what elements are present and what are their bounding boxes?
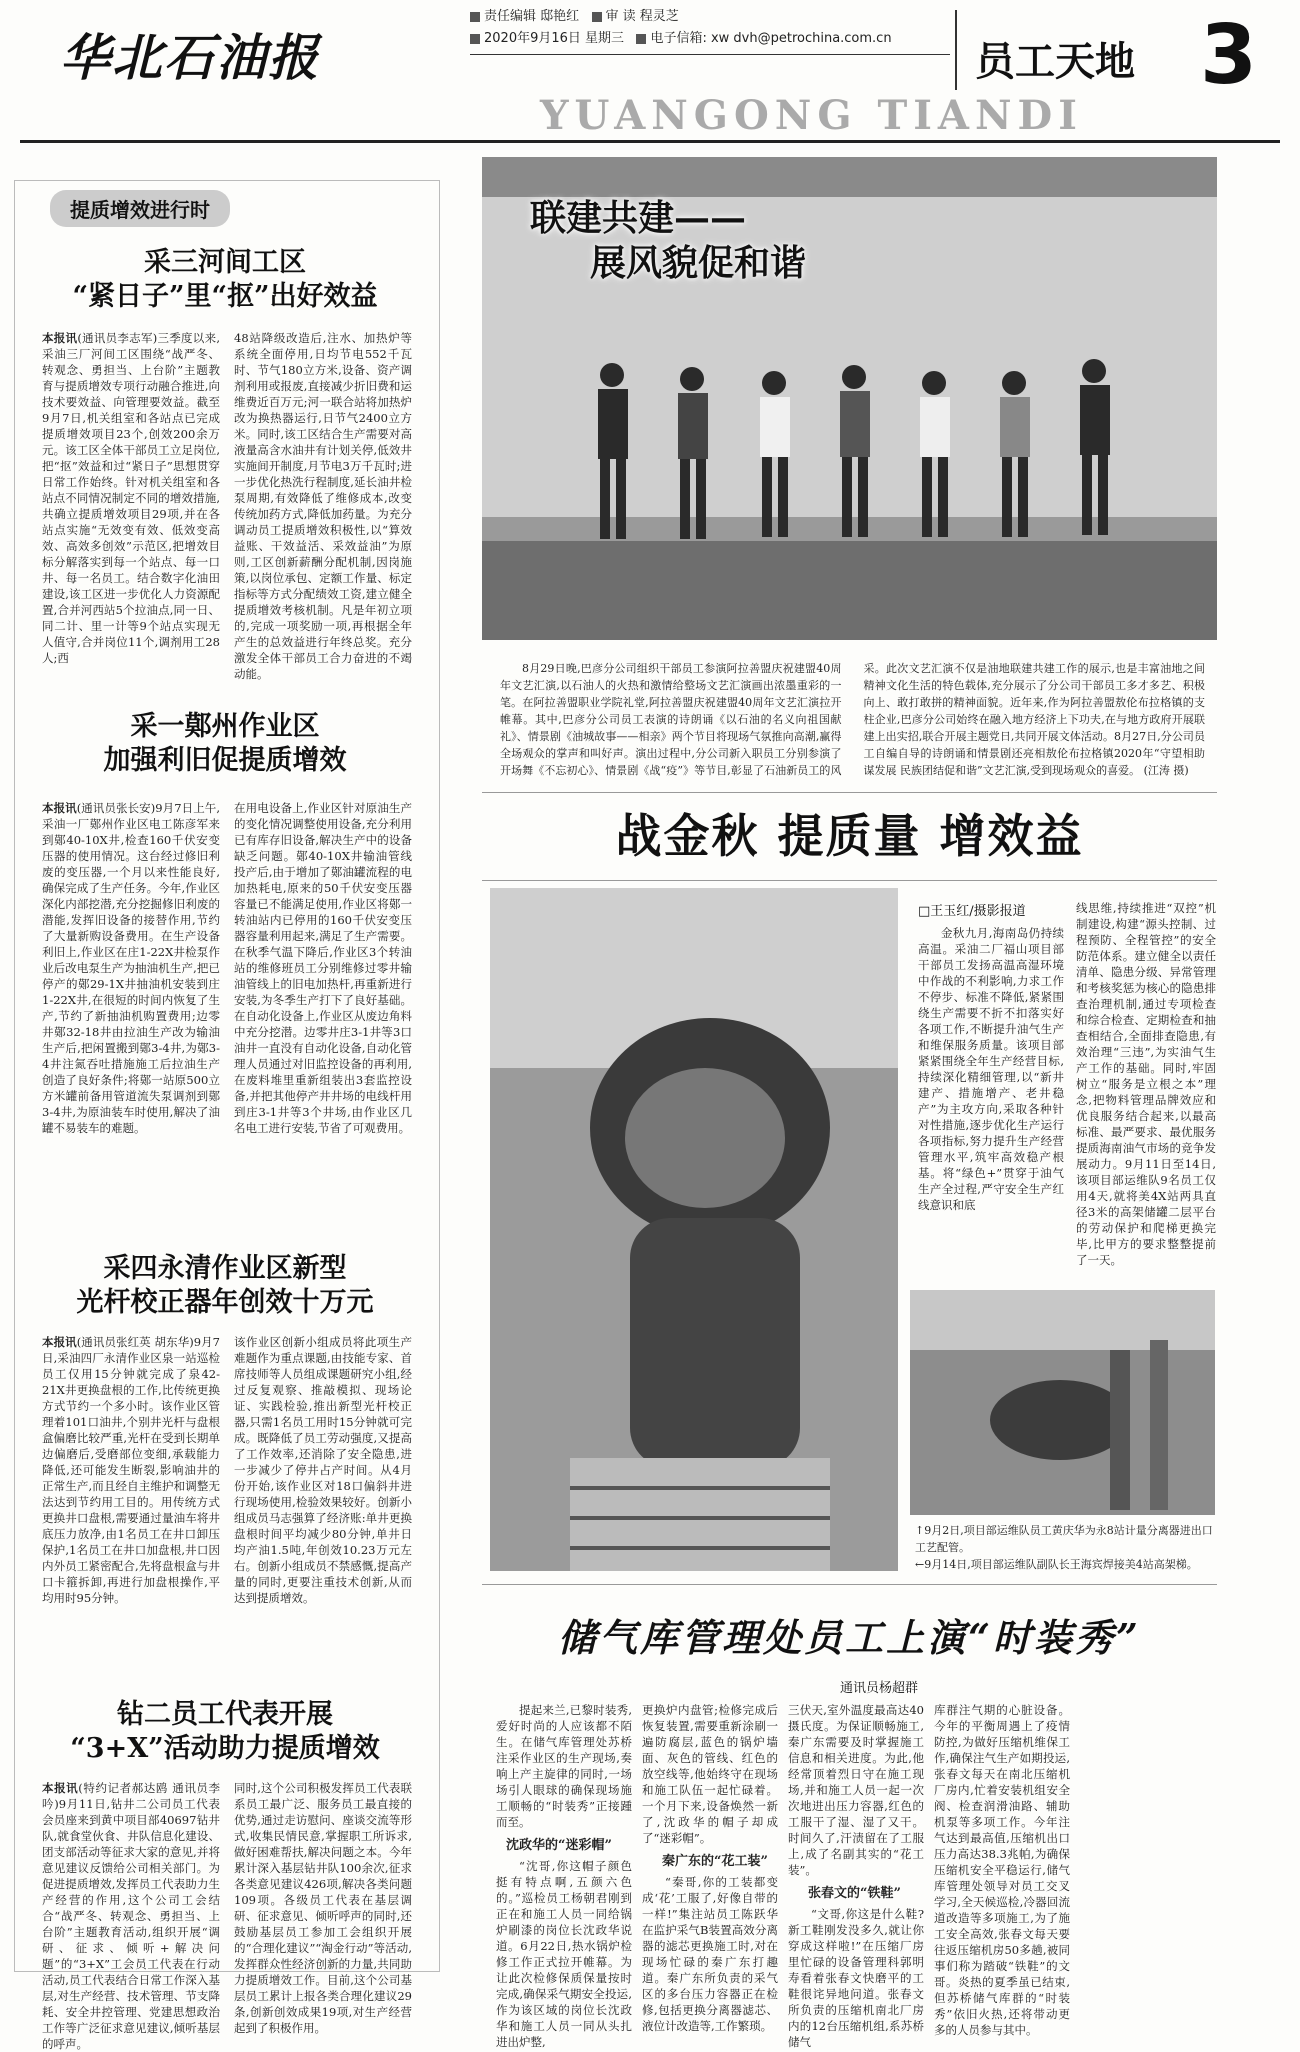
square-bullet-icon <box>470 12 480 22</box>
fashion-subhead-3: 张春文的“铁鞋” <box>808 1886 901 1901</box>
pipe-work-illustration <box>910 1290 1215 1515</box>
section-divider <box>482 792 1217 793</box>
section-tag: 提质增效进行时 <box>50 190 230 227</box>
masthead-rule <box>20 140 1280 143</box>
worker-welding-photo <box>490 888 898 1571</box>
fashion-subhead-1: 沈政华的“迷彩帽” <box>506 1838 612 1853</box>
article4-body: 本报讯(特约记者郝达鸥 通讯员李吟)9月11日,钻井二公司员工代表会员座来到黄中项目部40697钻井队,就食堂伙食、井队信息化建设、团支部活动等征求大家的意见,并将意见建议反馈给公司相关部门。为促进提质增效,发挥员工代表助力生产经营的作用,这个公司工会结合“战严冬、转观念、勇担当、上台阶”主题教育活动,组织开展“调研、征求、倾听+解决问题”的“3+X”工会员工代表在行动活动,员工代表结合日常工作深入基层,对生产经营、技术管理、节支降耗、安全井控管理、党建思想政治工作等广泛征求意见建议,倾听基层的呼声。 同时,这个公司积极发挥员工代表联系员工最广泛、服务员工最直接的优势,通过走访慰问、座谈交流等形式,收集民情民意,掌握职工所诉求,做好困难帮扶,解决问题之本。今年累计深入基层钻井队100余次,征求各类意见建议426项,解决各类问题109项。各级员工代表在基层调研、征求意见、倾听呼声的同时,还鼓励基层员工参加工会组织开展的“合理化建议”“淘金行动”等活动,发挥群众性经济创新的力量,共同助力提质增效工作。目前,这个公司基层员工累计上报各类合理化建议29条,创新创效成果19项,对生产经营起到了积极作用。 <box>42 1781 412 2051</box>
article3-headline: 采四永清作业区新型 光杆校正器年创效十万元 <box>76 1253 374 1318</box>
masthead-vertical-divider <box>955 10 957 90</box>
photo-title: 联建共建—— 展风貌促和谐 <box>530 197 807 284</box>
date-email: 2020年9月16日 星期三 电子信箱: xw dvh@petrochina.com.cn <box>470 28 892 50</box>
autumn-byline: □王玉红/摄影报道 <box>918 904 1026 919</box>
square-bullet-icon <box>470 34 480 44</box>
fashion-byline: 通讯员杨超群 <box>840 1681 919 1696</box>
autumn-headline: 战金秋 提质量 增效益 <box>615 809 1084 863</box>
article1-body: 本报讯(通讯员李志军)三季度以来,采油三厂河间工区围绕“战严冬、转观念、勇担当、上台阶”主题教育与提质增效专项行动融合推进,向技术要效益、向管理要效益。截至9月7日,机关组室和各站点已完成提质增效项目23个,创效200余万元。该工区全体干部员工立足岗位,把“抠”效益和过“紧日子”思想贯穿日常工作始终。针对机关组室和各站点不同情况制定不同的增效措施,共确立提质增效项目29项,并在各站点实施“无效变有效、低效变高效、高效多创效”示范区,把增效目标分解落实到每一个站点、每一口井、每一名员工。结合数字化油田建设,该工区进一步优化人力资源配置,合并河西站5个拉油点,同一日、同二计、里一计等9个站点实现无人值守,合并岗位11个,调剂用工28人;西 48站降级改造后,注水、加热炉等系统全面停用,日均节电552千瓦时、节气180立方米,设备、资产调剂利用或报废,直接减少折旧费和运维费近百万元;河一联合站将加热炉改为换热器运行,日节气2400立方米。同时,该工区结合生产需要对高液量高含水油井有计划关停,低效井实施间开制度,月节电3万千瓦时;进一步优化热洗行程制度,延长油井检泵周期,有效降低了维修成本,改变传统加药方式,降低加药量。为充分调动员工提质增效积极性,以“算效益账、干效益活、采效益油”为原则,工区创新薪酬分配机制,因岗施策,以岗位承包、定额工作量、标定指标等方式分配绩效工资,建立健全提质增效考核机制。凡是年初立项的,完成一项奖励一项,再根据全年产生的总效益进行年终总奖。充分激发全体干部员工合力奋进的不竭动能。 <box>42 331 412 681</box>
fashion-col4: 库群注气期的心脏设备。今年的平衡周遇上了疫情防控,为做好压缩机维保工作,确保注气生产如期投运,张春文每天在南北压缩机厂房内,忙着安装机组安全阀、检查润滑油路、辅助机泵等多项工作。今年注气达到最高值,压缩机出口压力高达38.3兆帕,为确保压缩机安全平稳运行,储气库管理处领导对员工交叉学习,全天候巡检,冷器回流道改造等多项施工,为了施工安全高效,张春文每天要往返压缩机房50多趟,被同事们称为踏破“铁鞋”的文哥。炎热的夏季虽已结束,但苏桥储气库群的“时装秀”依旧火热,还将带动更多的人员参与其中。 <box>934 1703 1070 2037</box>
section-name: 员工天地 <box>975 39 1135 85</box>
worker-helmet-illustration <box>490 888 898 1571</box>
autumn-body-col1: 金秋九月,海南岛仍持续高温。采油二厂福山项目部干部员工发扬高温高湿环境中作战的不利影响,力求工作不停步、标准不降低,紧紧围绕生产需要不折不扣落实好各项工作,不断提升油气生产和维保服务质量。该项目部紧紧围绕全年生产经营目标,持续深化精细管理,以“新井建产、措施增产、老井稳产”为主攻方向,采取各种针对性措施,逐步优化生产运行各项指标,努力提升生产经营管理水平,筑牢高效稳产根基。将“绿色+”贯穿于油气生产全过程,严守安全生产红线意识和底 <box>918 926 1064 1212</box>
article1-headline: 采三河间工区 “紧日子”里“抠”出好效益 <box>72 247 378 312</box>
autumn-body-col2: 线思维,持续推进“双控”机制建设,构建“源头控制、过程预防、全程管控”的安全防范体系。建立健全以责任清单、隐患分级、异常管理和考核奖惩为核心的隐患排查治理机制,通过专项检查和综合检查、定期检查和抽查相结合,全面排查隐患,有效治理“三违”,为实油气生产工作的基础。同时,牢固树立“服务是立根之本”理念,把物料管理品牌效应和优良服务结合起来,以最高标准、最严要求、最优服务提质海南油气市场的竞争发展动力。9月11日至14日,该项目部运维队9名员工仅用4天,就将美4X站两具直径3米的高架储罐二层平台的劳动保护和爬梯更换完毕,比甲方的要求整整提前了一天。 <box>1076 901 1216 1267</box>
masthead-divider <box>470 54 950 55</box>
square-bullet-icon <box>592 12 602 22</box>
section-pinyin: YUANGONG TIANDI <box>540 92 1083 139</box>
newspaper-logo: 华北石油报 <box>60 28 320 87</box>
article4-headline: 钻二员工代表开展 “3+X”活动助力提质增效 <box>70 1699 380 1764</box>
article2-body: 本报讯(通讯员张长安)9月7日上午,采油一厂鄚州作业区电工陈彦军来到鄚40-10X井,检查160千伏安变压器的使用情况。这台经过修旧利废的变压器,一个月以来性能良好,确保完成了生产任务。今年,作业区深化内部挖潜,充分挖掘修旧利废的潜能,发挥旧设备的接替作用,节约了大量新购设备费用。在生产设备利旧上,作业区在庄1-22X井检泵作业后改电泵生产为抽油机生产,把已停产的鄚29-1X井抽油机安装到庄1-22X井,在很短的时间内恢复了生产,节约了新抽油机购置费用;边零井鄚32-18井由拉油生产改为输油生产后,把闲置搬到鄚3-4井,为鄚3-4井注氮吞吐措施施工后拉油生产创造了良好条件;将鄚一站原500立方米罐前备用管道流失泵调剂到鄚3-4井,为原油装车时使用,解决了油罐不易装车的难题。 在用电设备上,作业区针对原油生产的变化情况调整使用设备,充分利用已有库存旧设备,解决生产中的设备缺乏问题。鄚40-10X井输油管线投产后,由于增加了鄚油罐流程的电加热耗电,原来的50千伏安变压器容量已不能满足使用,作业区将鄚一转油站内已停用的160千伏安变压器容量利用起来,满足了生产需要。在秋季气温下降后,作业区3个转油站的维修班员工分别维修过零井输油管线上的旧电加热杆,再重新进行安装,为冬季生产打下了良好基础。在自动化设备上,作业区从废边角料中充分挖潜。边零井庄3-1井等3口油井一直没有自动化设备,自动化管理人员通过对旧监控设备的再利用,在废料堆里重新组装出3套监控设备,并把其他停产井井场的电线杆用到庄3-1井等3个井场,由作业区几名电工进行安装,节省了可观费用。 <box>42 801 412 1135</box>
fashion-headline: 储气库管理处员工上演“时装秀” <box>558 1615 1141 1660</box>
fashion-col1: 提起来兰,已黎时装秀,爱好时尚的人应该都不陌生。在储气库管理处苏桥注采作业区的生产现场,奏响上产主旋律的同时,一场场引人眼球的确保现场施工顺畅的“时装秀”正接踵而至。 沈政华的“迷彩帽” “沈哥,你这帽子颜色挺有特点啊,五颜六色的。”巡检员工杨朝君刚到正在和施工人员一同给锅炉刷漆的岗位长沈政华说道。6月22日,热水锅炉检修工作正式拉开帷幕。为让此次检修保质保量按时完成,确保采气期安全投运,作为该区域的岗位长沈政华和施工人员一同从头扎进出炉整, <box>496 1703 632 2049</box>
autumn-rule <box>482 880 1217 881</box>
section-divider-2 <box>482 1584 1217 1585</box>
fashion-subhead-2: 秦广东的“花工装” <box>662 1854 768 1869</box>
fashion-col3: 三伏天,室外温度最高达40摄氏度。为保证顺畅施工,秦广东需要及时掌握施工信息和相关进度。为此,他经常顶着烈日守在施工现场,并和施工人员一起一次次地进出压力容器,红色的工服干了湿、湿了又干。时间久了,汗渍留在了工服上,成了名副其实的“花工装”。 张春文的“铁鞋” “文哥,你这是什么鞋?新工鞋刚发没多久,就让你穿成这样啦!”在压缩厂房里忙碌的设备管理科郭明寿看着张春文快磨平的工鞋很诧异地问道。张春文所负责的压缩机南北厂房内的12台压缩机组,系苏桥储气 <box>788 1703 924 2049</box>
fashion-col2: 更换炉内盘管;检修完成后恢复装置,需要重新涂刷一遍防腐层,蓝色的锅炉墙面、灰色的管线、红色的放空线等,他始终守在现场和施工队伍一起忙碌着。一个月下来,设备焕然一新了,沈政华的帽子却成了“迷彩帽”。 秦广东的“花工装” “秦哥,你的工装都变成‘花’工服了,好像自带的一样!”集注站员工陈跃华在监护采气B装置高效分离器的滤芯更换施工时,对在现场忙碌的秦广东打趣道。秦广东所负责的采气区的多台压力容器正在检修,包括更换分离器滤芯、液位计改造等,工作繁琐。 <box>642 1703 778 2033</box>
article3-body: 本报讯(通讯员张红英 胡东华)9月7日,采油四厂永清作业区泉一站巡检员工仅用15分钟就完成了泉42-21X井更换盘根的工作,比传统更换方式节约一个多小时。该作业区管理着101口油井,个别井光杆与盘根盒偏磨比较严重,光杆在受到长期单边偏磨后,受磨部位变细,承载能力降低,还可能发生断裂,影响油井的正常生产,而且经自主维护和调整无法达到节约用工目的。用传统方式更换井口盘根,需要通过量油车将井底压力放净,由1名员工在井口卸压保护,1名员工在井口加盘根,井口因内外员工紧密配合,先将盘根盒与井口卡箍拆卸,再进行加盘根操作,平均用时95分钟。 该作业区创新小组成员将此项生产难题作为重点课题,由技能专家、首席技师等人员组成课题研究小组,经过反复观察、推敲模拟、现场论证、实践检验,推出新型光杆校正器,只需1名员工用时15分钟就可完成。既降低了员工劳动强度,又提高了工作效率,还消除了安全隐患,进一步减少了停井占产时间。从4月份开始,该作业区对18口偏斜井进行现场使用,检验效果较好。创新小组成员马志强算了经济账:单井更换盘根时间平均减少80分钟,单井日均产油1.5吨,年创效10.23万元左右。创新小组成员不禁感慨,提高产量的同时,更要注重技术创新,从而达到提质增效。 <box>42 1335 412 1605</box>
worker-repair-photo <box>910 1290 1215 1515</box>
editor-info: 责任编辑 邸艳红 审 读 程灵芝 <box>470 6 679 28</box>
page-number: 3 <box>1200 8 1258 103</box>
square-bullet-icon <box>636 34 646 44</box>
performance-caption: 8月29日晚,巴彦分公司组织干部员工参演阿拉善盟庆祝建盟40周年文艺汇演,以石油人的火热和激情给整场文艺汇演画出浓墨重彩的一笔。在阿拉善盟职业学院礼堂,阿拉善盟庆祝建盟40周年文艺汇演拉开帷幕。其中,巴彦分公司员工表演的诗朗诵《以石油的名义向祖国献礼》、情景剧《油城故事——相亲》两个节目将现场气氛推向高潮,赢得全场观众的掌声和叫好声。演出过程中,分公司新入职员工分别参演了开场舞《不忘初心》、情景剧《战“疫”》等节目,彰显了石油新员工的风采。此次文艺汇演不仅是油地联建共建工作的展示,也是丰富油地之间精神文化生活的特色载体,充分展示了分公司干部员工多才多艺、积极向上、敢打敢拼的精神面貌。近年来,作为阿拉善盟敖伦布拉格镇的支柱企业,巴彦分公司始终在融入地方经济上下功夫,在与地方政府开展联建上出实招,联合开展主题党日,共同开展文体活动。8月27日,分公司员工自编自导的诗朗诵和情景剧还亮相敖伦布拉格镇2020年“守望相助谋发展 民族团结促和谐”文艺汇演,受到现场观众的喜爱。 (江涛 摄) <box>500 662 1205 777</box>
article2-headline: 采一鄚州作业区 加强利旧促提质增效 <box>103 711 347 776</box>
autumn-captions: ↑9月2日,项目部运维队员工黄庆华为永8站计量分离器进出口工艺配管。 ←9月14日,项目部运维队副队长王海宾焊接美4站高架梯。 <box>915 1524 1213 1571</box>
